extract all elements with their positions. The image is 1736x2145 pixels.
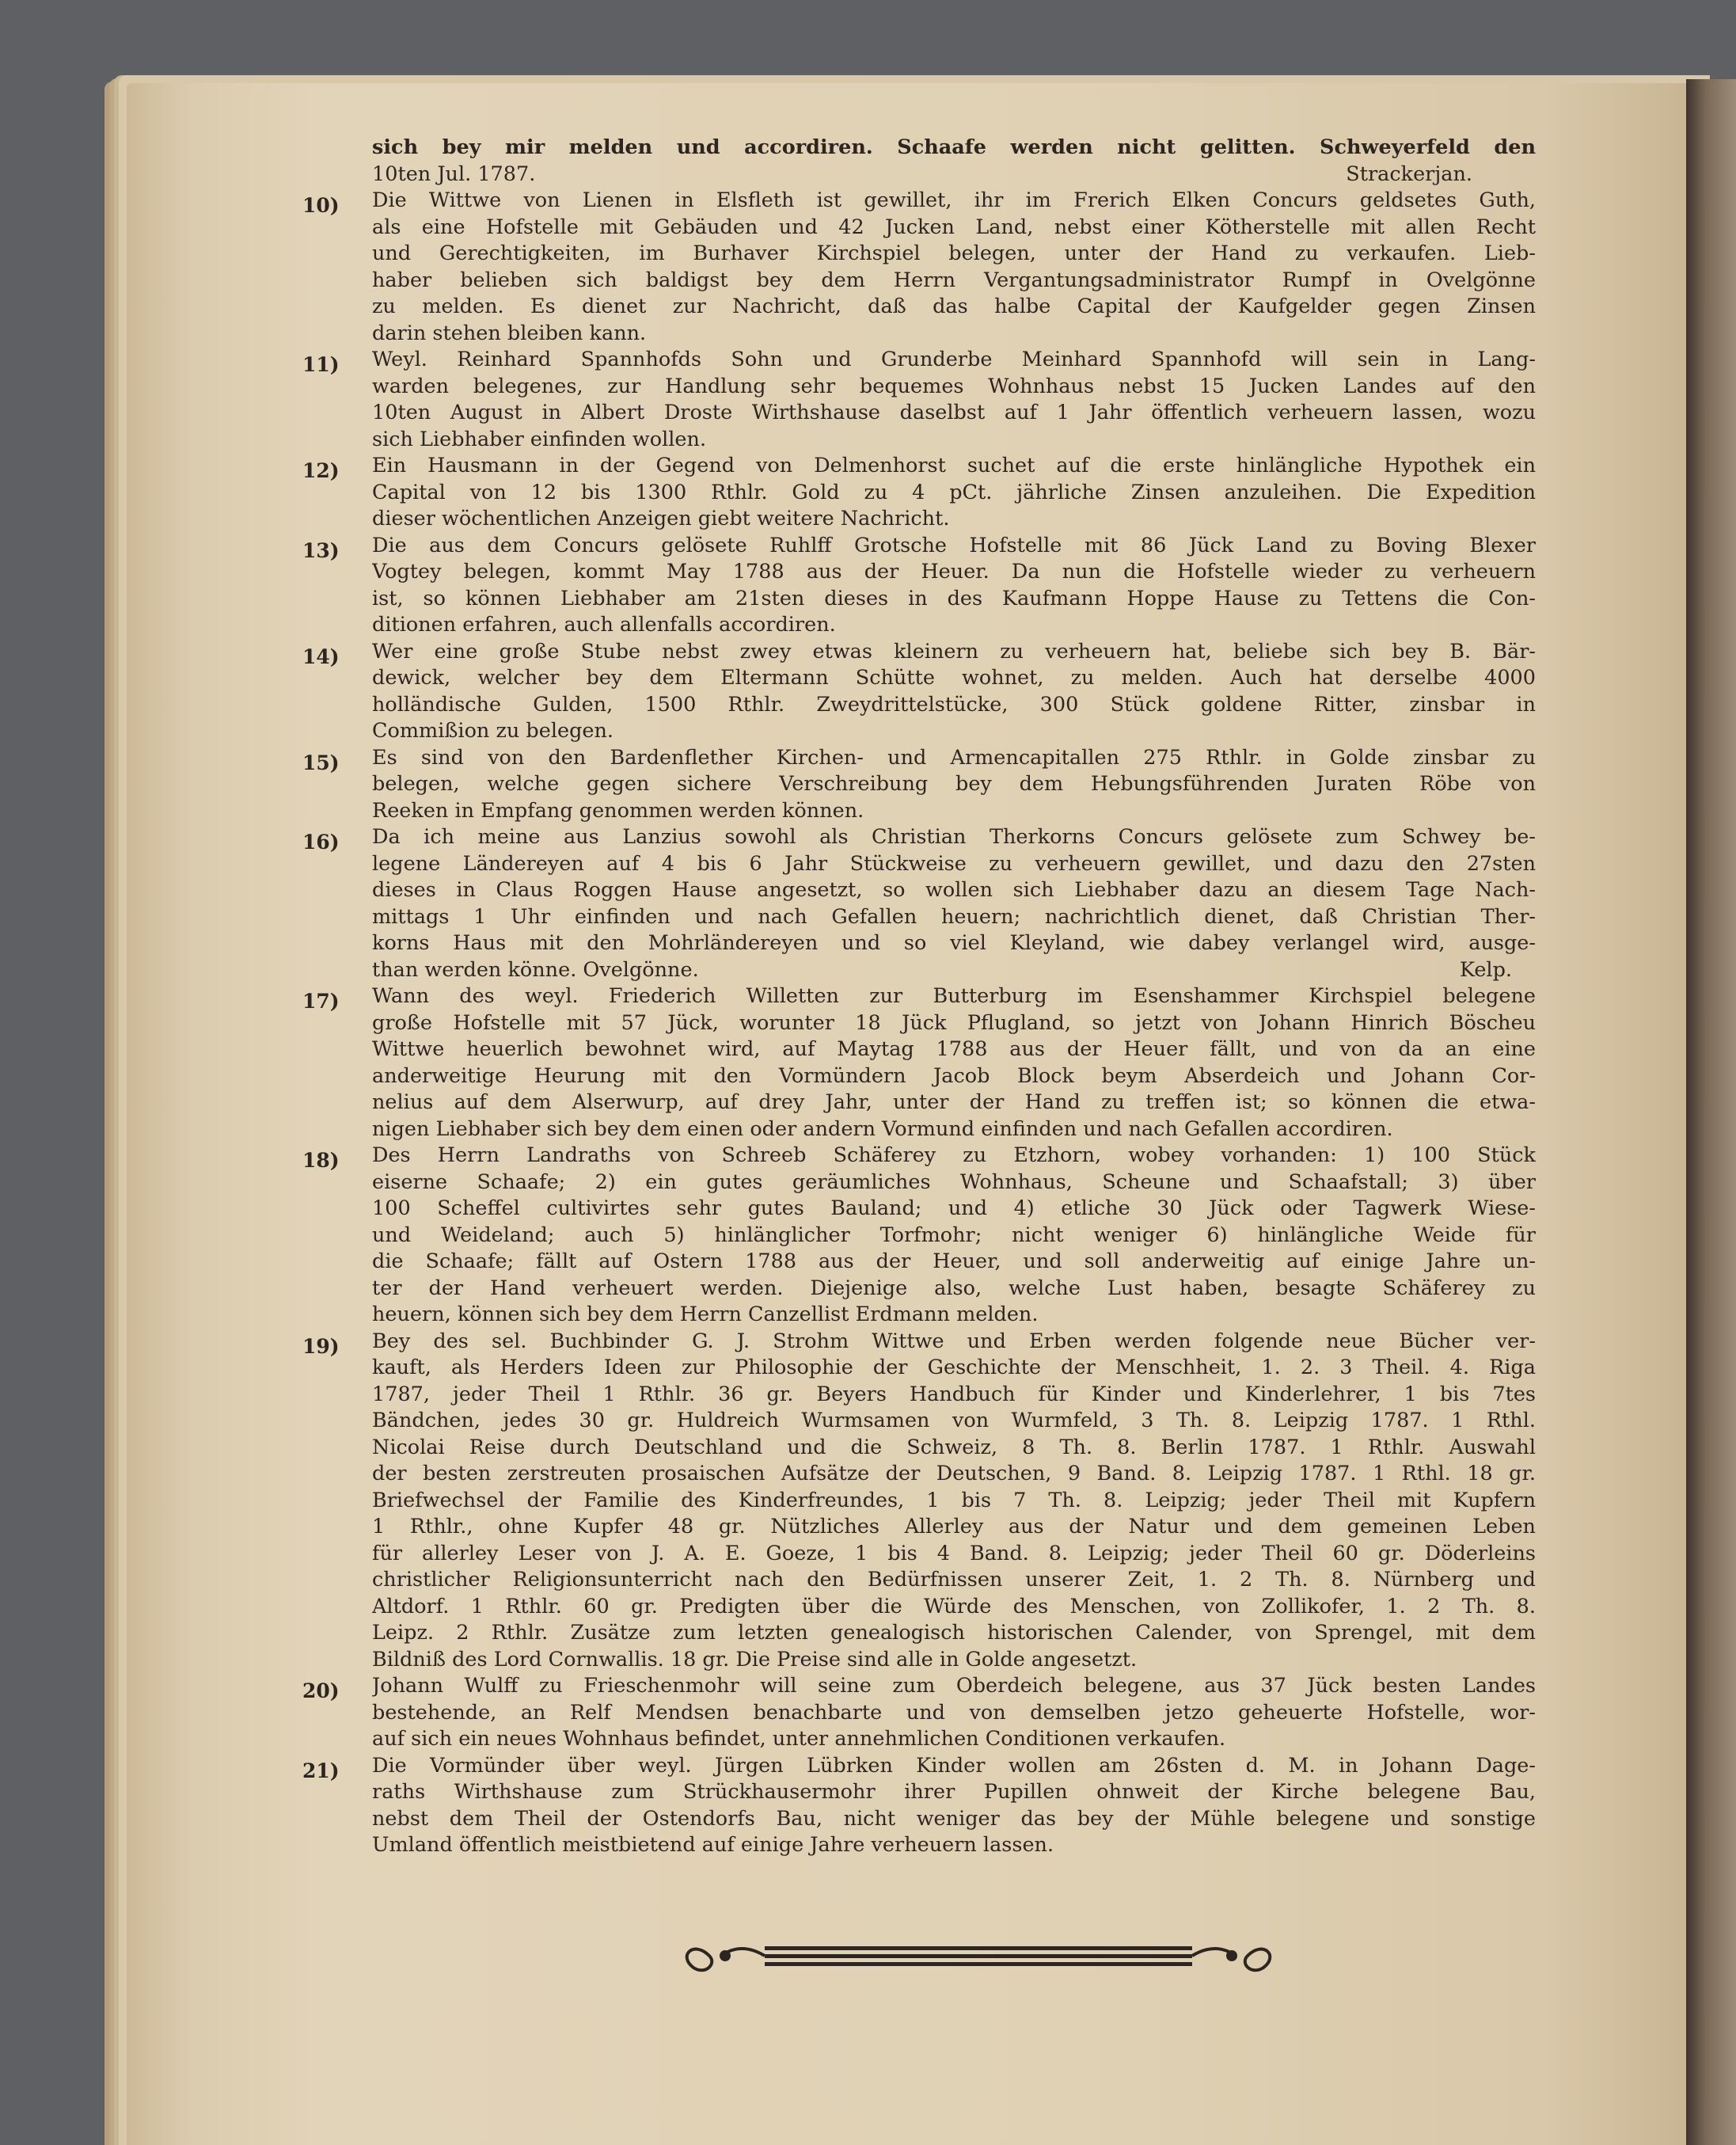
- intro-signature: Strackerjan.: [1346, 162, 1472, 186]
- entry-item: [302, 533, 1536, 639]
- entry-line: sich Liebhaber einfinden wollen.: [372, 427, 707, 451]
- entry-line: 10ten August in Albert Droste Wirthshause daselbst auf 1 Jahr öffentlich verheuern lassen, wozu: [372, 401, 1536, 424]
- entry-number: 18): [302, 1149, 340, 1172]
- entry-line: Wann des weyl. Friederich Willetten zur Butterburg im Esenshammer Kirchspiel belegene: [372, 984, 1536, 1008]
- entry-line: große Hofstelle mit 57 Jück, worunter 18 Jück Pflugland, so jetzt von Johann Hinrich Böscheu: [372, 1010, 1536, 1035]
- entry-item: [302, 1329, 1536, 1674]
- entry-line: 1 Rthlr., ohne Kupfer 48 gr. Nützliches Allerley aus der Natur und dem gemeinen Leben: [372, 1515, 1536, 1538]
- entry-line: dieser wöchentlichen Anzeigen giebt weitere Nachricht.: [372, 507, 950, 531]
- entry-line: und Weideland; auch 5) hinlänglicher Torfmohr; nicht weniger 6) hinlängliche Weide für: [372, 1223, 1536, 1247]
- entry-number: 17): [302, 990, 340, 1013]
- entry-line: 100 Scheffel cultivirtes sehr gutes Bauland; und 4) etliche 30 Jück oder Tagwerk Wiese-: [372, 1196, 1536, 1220]
- entry-number: 13): [302, 538, 340, 562]
- book-spine: [1686, 79, 1736, 2145]
- entry-item: [302, 188, 1536, 347]
- entry-line: heuern, können sich bey dem Herrn Canzellist Erdmann melden.: [372, 1303, 1039, 1326]
- entry-line: Vogtey belegen, kommt May 1788 aus der Heuer. Da nun die Hofstelle wieder zu verheuern: [372, 560, 1536, 584]
- entry-item: [302, 453, 1536, 533]
- entry-number: 12): [302, 459, 340, 482]
- entry-line: korns Haus mit den Mohrländereyen und so viel Kleyland, wie dabey verlangel wird, ausge-: [372, 931, 1536, 955]
- entry-sign-right: Kelp.: [1459, 957, 1512, 982]
- entry-line: Capital von 12 bis 1300 Rthlr. Gold zu 4 pCt. jährliche Zinsen anzuleihen. Die Expedition: [372, 480, 1536, 504]
- entry-line: als eine Hofstelle mit Gebäuden und 42 Jucken Land, nebst einer Kötherstelle mit allen Recht: [372, 215, 1536, 239]
- entry-line: Altdorf. 1 Rthlr. 60 gr. Predigten über die Würde des Menschen, von Zollikofer, 1. 2 Th. 8.: [372, 1594, 1536, 1618]
- entry-line: legene Ländereyen auf 4 bis 6 Jahr Stückweise zu verheuern gewillet, und dazu den 27sten: [372, 851, 1536, 876]
- entry-line: Umland öffentlich meistbietend auf einige Jahre verheuern lassen.: [372, 1833, 1054, 1857]
- entry-line: warden belegenes, zur Handlung sehr bequemes Wohnhaus nebst 15 Jucken Landes auf den: [372, 374, 1536, 398]
- document-text: [302, 135, 1536, 1859]
- entry-number: 16): [302, 831, 340, 854]
- entry-line: Briefwechsel der Familie des Kinderfreundes, 1 bis 7 Th. 8. Leipzig; jeder Theil mit Kupfern: [372, 1488, 1536, 1512]
- entry-item: [302, 639, 1536, 745]
- intro-sign-line: [372, 162, 1536, 188]
- entry-line: der besten zerstreuten prosaischen Aufsätze der Deutschen, 9 Band. 8. Leipzig 1787. 1 Rthl. 18 gr.: [372, 1462, 1536, 1485]
- entry-line: kauft, als Herders Ideen zur Philosophie der Geschichte der Menschheit, 1. 2. 3 Theil. 4. Riga: [372, 1356, 1536, 1379]
- entry-line: Wer eine große Stube nebst zwey etwas kleinern zu verheuern hat, beliebe sich bey B. Bär-: [372, 639, 1536, 664]
- entry-line: und Gerechtigkeiten, im Burhaver Kirchspiel belegen, unter der Hand zu verkaufen. Lieb-: [372, 242, 1536, 265]
- entry-number: 15): [302, 751, 340, 774]
- entry-line: Weyl. Reinhard Spannhofds Sohn und Grunderbe Meinhard Spannhofd will sein in Lang-: [372, 348, 1536, 371]
- entry-line: Johann Wulff zu Frieschenmohr will seine zum Oberdeich belegene, aus 37 Jück besten Landes: [372, 1674, 1536, 1698]
- intro-line: sich bey mir melden und accordiren. Schaafe werden nicht gelitten. Schweyerfeld den: [372, 135, 1536, 159]
- entry-line: christlicher Religionsunterricht nach den Bedürfnissen unserer Zeit, 1. 2 Th. 8. Nürnberg und: [372, 1568, 1536, 1592]
- entry-line: Bildniß des Lord Cornwallis. 18 gr. Die Preise sind alle in Golde angesetzt.: [372, 1647, 1138, 1672]
- entry-sign-line: [372, 957, 1536, 984]
- entry-line: ist, so können Liebhaber am 21sten dieses in des Kaufmann Hoppe Hause zu Tettens die Con-: [372, 586, 1536, 610]
- entry-line: Reeken in Empfang genommen werden können.: [372, 798, 864, 823]
- entry-line: die Schaafe; fällt auf Ostern 1788 aus der Heuer, und soll anderweitig auf einige Jahre un-: [372, 1249, 1536, 1273]
- entry-item: [302, 824, 1536, 983]
- entry-item: [302, 1143, 1536, 1329]
- entry-line: Nicolai Reise durch Deutschland und die Schweiz, 8 Th. 8. Berlin 1787. 1 Rthlr. Auswahl: [372, 1435, 1536, 1459]
- entry-line: 1787, jeder Theil 1 Rthlr. 36 gr. Beyers Handbuch für Kinder und Kinderlehrer, 1 bis 7tes: [372, 1382, 1536, 1406]
- entry-line: ter der Hand verheuert werden. Diejenige also, welche Lust haben, besagte Schäferey zu: [372, 1276, 1536, 1300]
- entry-line: Bey des sel. Buchbinder G. J. Strohm Wittwe und Erben werden folgende neue Bücher ver-: [372, 1329, 1536, 1353]
- entry-number: 14): [302, 645, 340, 668]
- entry-line: belegen, welche gegen sichere Verschreibung bey dem Hebungsführenden Juraten Röbe von: [372, 772, 1536, 796]
- entries-list: [302, 188, 1536, 1859]
- entry-number: 11): [302, 353, 340, 376]
- entry-line: auf sich ein neues Wohnhaus befindet, unter annehmlichen Conditionen verkaufen.: [372, 1727, 1226, 1751]
- entry-line: für allerley Leser von J. A. E. Goeze, 1 bis 4 Band. 8. Leipzig; jeder Theil 60 gr. Döderleins: [372, 1541, 1536, 1565]
- entry-line: nelius auf dem Alserwurp, auf drey Jahr, unter der Hand zu treffen ist; so können die etwa-: [372, 1090, 1536, 1114]
- entry-number: 10): [302, 194, 340, 217]
- entry-line: Wittwe heuerlich bewohnet wird, auf Maytag 1788 aus der Heuer fällt, und von da an eine: [372, 1037, 1536, 1061]
- entry-item: [302, 1753, 1536, 1859]
- entry-sign-left: than werden könne. Ovelgönne.: [372, 957, 699, 982]
- entry-line: darin stehen bleiben kann.: [372, 321, 647, 345]
- entry-line: Die aus dem Concurs gelösete Ruhlff Grotsche Hofstelle mit 86 Jück Land zu Boving Blexer: [372, 533, 1536, 557]
- entry-line: Leipz. 2 Rthlr. Zusätze zum letzten genealogisch historischen Calender, von Sprengel, mit dem: [372, 1621, 1536, 1645]
- entry-line: nebst dem Theil der Ostendorfs Bau, nicht weniger das bey der Mühle belegene und sonstige: [372, 1806, 1536, 1831]
- entry-number: 20): [302, 1679, 340, 1702]
- entry-line: holländische Gulden, 1500 Rthlr. Zweydrittelstücke, 300 Stück goldene Ritter, zinsbar in: [372, 692, 1536, 717]
- entry-line: bestehende, an Relf Mendsen benachbarte und von demselben jetzo geheuerte Hofstelle, wor-: [372, 1700, 1536, 1725]
- entry-line: ditionen erfahren, auch allenfalls accordiren.: [372, 613, 836, 637]
- entry-item: [302, 983, 1536, 1143]
- entry-item: [302, 347, 1536, 453]
- entry-line: Bändchen, jedes 30 gr. Huldreich Wurmsamen von Wurmfeld, 3 Th. 8. Leipzig 1787. 1 Rthl.: [372, 1409, 1536, 1432]
- entry-line: anderweitige Heurung mit den Vormündern Jacob Block beym Abserdeich und Johann Cor-: [372, 1063, 1536, 1088]
- entry-line: raths Wirthshause zum Strückhausermohr ihrer Pupillen ohnweit der Kirche belegene Bau,: [372, 1780, 1536, 1804]
- entry-line: nigen Liebhaber sich bey dem einen oder andern Vormund einfinden und nach Gefallen accordiren.: [372, 1116, 1393, 1141]
- entry-line: mittags 1 Uhr einfinden und nach Gefallen heuern; nachrichtlich dienet, daß Christian Ther-: [372, 904, 1536, 929]
- intro-date: 10ten Jul. 1787.: [372, 162, 536, 186]
- entry-line: Die Vormünder über weyl. Jürgen Lübrken Kinder wollen am 26sten d. M. in Johann Dage-: [372, 1753, 1536, 1778]
- entry-line: Es sind von den Bardenflether Kirchen- und Armencapitallen 275 Rthlr. in Golde zinsbar zu: [372, 745, 1536, 770]
- entry-number: 21): [302, 1759, 340, 1782]
- entry-line: Die Wittwe von Lienen in Elsfleth ist gewillet, ihr im Frerich Elken Concurs geldsetes Guth,: [372, 188, 1536, 212]
- entry-item: [302, 1673, 1536, 1753]
- entry-line: zu melden. Es dienet zur Nachricht, daß das halbe Capital der Kaufgelder gegen Zinsen: [372, 295, 1536, 318]
- entry-item: [302, 745, 1536, 825]
- entry-line: Commißion zu belegen.: [372, 719, 614, 743]
- entry-line: dewick, welcher bey dem Eltermann Schütte wohnet, zu melden. Auch hat derselbe 4000: [372, 666, 1536, 690]
- entry-line: Ein Hausmann in der Gegend von Delmenhorst suchet auf die erste hinlängliche Hypothek ein: [372, 454, 1536, 477]
- entry-line: haber belieben sich baldigst bey dem Herrn Vergantungsadministrator Rumpf in Ovelgönne: [372, 268, 1536, 292]
- entry-number: 19): [302, 1334, 340, 1358]
- ornament-divider-icon: [678, 1932, 1279, 1980]
- entry-line: eiserne Schaafe; 2) ein gutes geräumliches Wohnhaus, Scheune und Schaafstall; 3) über: [372, 1169, 1536, 1194]
- entry-line: Des Herrn Landraths von Schreeb Schäferey zu Etzhorn, wobey vorhanden: 1) 100 Stück: [372, 1143, 1536, 1167]
- entry-line: dieses in Claus Roggen Hause angesetzt, so wollen sich Liebhaber dazu an diesem Tage Nach-: [372, 878, 1536, 902]
- entry-line: Da ich meine aus Lanzius sowohl als Christian Therkorns Concurs gelösete zum Schwey be-: [372, 825, 1536, 849]
